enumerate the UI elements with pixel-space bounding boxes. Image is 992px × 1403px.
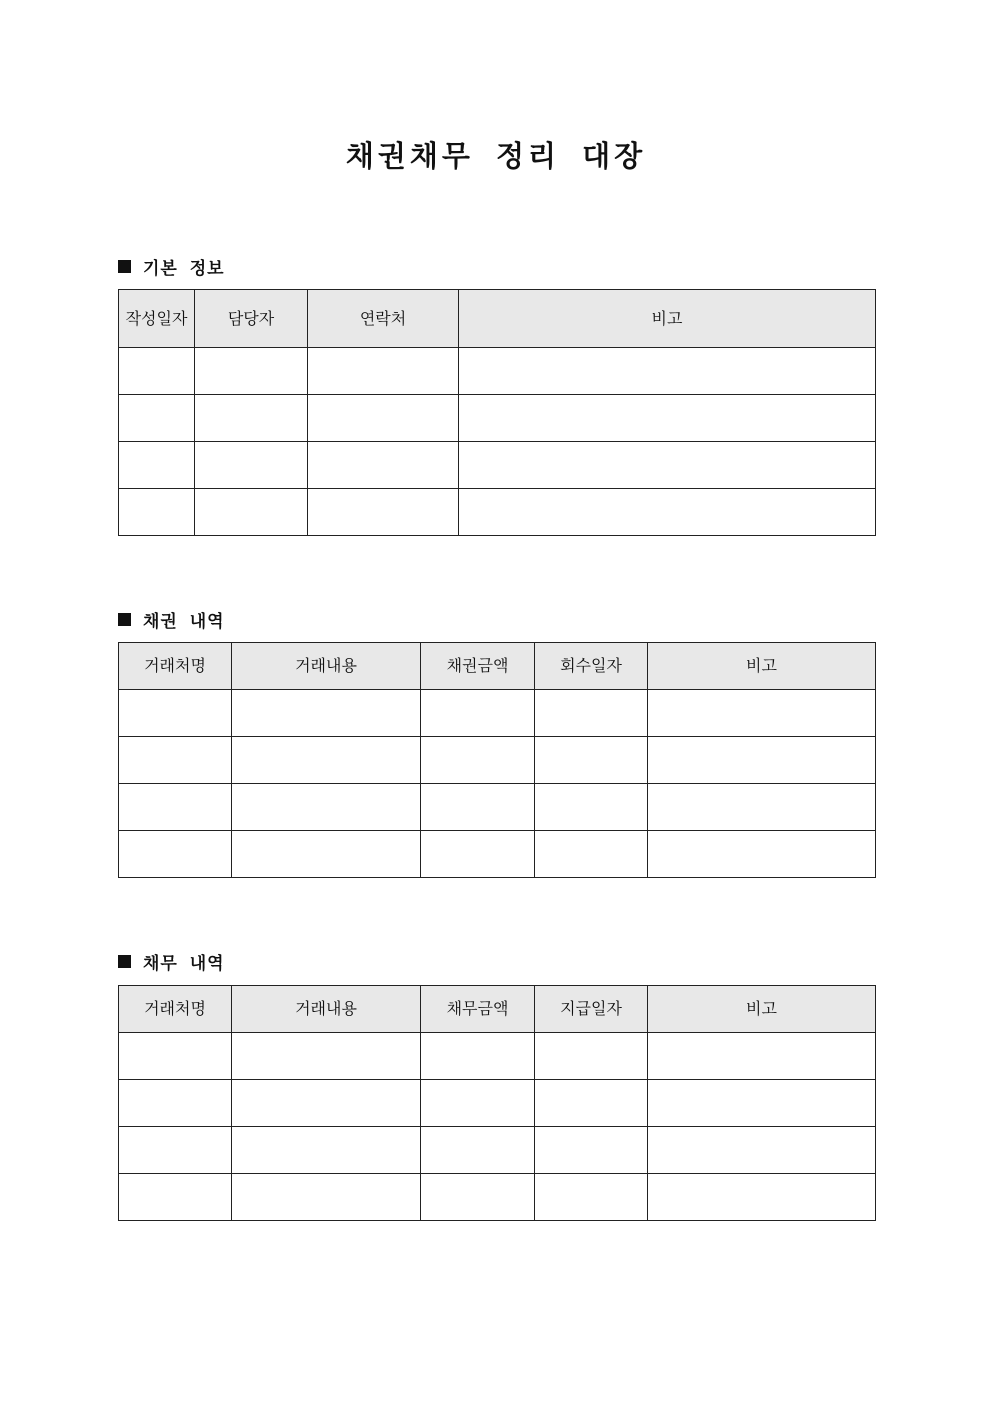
table-header-row — [119, 986, 876, 1033]
table-cell[interactable] — [232, 1033, 421, 1080]
payables-heading — [118, 949, 225, 974]
table-cell[interactable] — [195, 442, 308, 489]
column-header-description: 거래내용 — [232, 643, 421, 690]
column-header-contact: 연락처 — [308, 290, 459, 348]
table-cell[interactable] — [119, 348, 195, 395]
table-header-row — [119, 643, 876, 690]
table-cell[interactable] — [308, 395, 459, 442]
table-cell[interactable] — [459, 442, 876, 489]
square-bullet-icon — [118, 955, 131, 968]
column-header-notes: 비고 — [648, 643, 876, 690]
table-cell[interactable] — [535, 1174, 648, 1221]
table-cell[interactable] — [459, 395, 876, 442]
table-cell[interactable] — [648, 831, 876, 878]
table-cell[interactable] — [535, 737, 648, 784]
column-header-notes: 비고 — [459, 290, 876, 348]
table-cell[interactable] — [119, 784, 232, 831]
table-cell[interactable] — [535, 784, 648, 831]
table-cell[interactable] — [421, 831, 535, 878]
column-header-description: 거래내용 — [232, 986, 421, 1033]
table-row — [119, 1080, 876, 1127]
table-cell[interactable] — [119, 831, 232, 878]
page-title: 채권채무 정리 대장 — [345, 139, 647, 173]
table-cell[interactable] — [195, 348, 308, 395]
table-cell[interactable] — [648, 1127, 876, 1174]
square-bullet-icon — [118, 613, 131, 626]
table-cell[interactable] — [119, 1127, 232, 1174]
table-row — [119, 784, 876, 831]
table-cell[interactable] — [535, 1080, 648, 1127]
table-cell[interactable] — [119, 1080, 232, 1127]
table-cell[interactable] — [421, 1080, 535, 1127]
table-cell[interactable] — [232, 1174, 421, 1221]
table-cell[interactable] — [119, 395, 195, 442]
table-row — [119, 489, 876, 536]
table-row — [119, 1127, 876, 1174]
table-cell[interactable] — [232, 784, 421, 831]
table-row — [119, 442, 876, 489]
table-row — [119, 1033, 876, 1080]
table-cell[interactable] — [119, 1174, 232, 1221]
receivables-table — [118, 642, 876, 878]
table-cell[interactable] — [535, 1033, 648, 1080]
table-cell[interactable] — [648, 1174, 876, 1221]
receivables-heading — [118, 607, 225, 632]
table-cell[interactable] — [421, 1033, 535, 1080]
receivables-heading-label: 채권 내역 — [143, 612, 225, 632]
table-cell[interactable] — [648, 784, 876, 831]
table-cell[interactable] — [648, 1080, 876, 1127]
table-cell[interactable] — [119, 737, 232, 784]
table-cell[interactable] — [308, 348, 459, 395]
payables-table — [118, 985, 876, 1221]
table-cell[interactable] — [459, 489, 876, 536]
table-cell[interactable] — [308, 489, 459, 536]
table-cell[interactable] — [232, 831, 421, 878]
table-cell[interactable] — [535, 831, 648, 878]
basic-info-table — [118, 289, 876, 536]
column-header-client: 거래처명 — [119, 643, 232, 690]
table-row — [119, 348, 876, 395]
basic-info-heading-label: 기본 정보 — [143, 259, 225, 279]
column-header-amount: 채무금액 — [421, 986, 535, 1033]
table-cell[interactable] — [119, 690, 232, 737]
column-header-payment-date: 지급일자 — [535, 986, 648, 1033]
table-cell[interactable] — [195, 489, 308, 536]
table-cell[interactable] — [648, 1033, 876, 1080]
square-bullet-icon — [118, 260, 131, 273]
table-cell[interactable] — [232, 1080, 421, 1127]
table-row — [119, 831, 876, 878]
table-cell[interactable] — [308, 442, 459, 489]
table-cell[interactable] — [648, 737, 876, 784]
column-header-notes: 비고 — [648, 986, 876, 1033]
table-cell[interactable] — [195, 395, 308, 442]
table-cell[interactable] — [119, 442, 195, 489]
table-cell[interactable] — [421, 737, 535, 784]
column-header-date: 작성일자 — [119, 290, 195, 348]
payables-heading-label: 채무 내역 — [143, 954, 225, 974]
table-cell[interactable] — [421, 784, 535, 831]
table-cell[interactable] — [421, 1127, 535, 1174]
table-cell[interactable] — [535, 1127, 648, 1174]
table-cell[interactable] — [535, 690, 648, 737]
basic-info-heading — [118, 254, 225, 279]
table-cell[interactable] — [119, 489, 195, 536]
table-cell[interactable] — [421, 1174, 535, 1221]
table-cell[interactable] — [232, 737, 421, 784]
table-row — [119, 1174, 876, 1221]
column-header-client: 거래처명 — [119, 986, 232, 1033]
column-header-collection-date: 회수일자 — [535, 643, 648, 690]
table-row — [119, 690, 876, 737]
table-cell[interactable] — [459, 348, 876, 395]
table-cell[interactable] — [119, 1033, 232, 1080]
column-header-manager: 담당자 — [195, 290, 308, 348]
table-cell[interactable] — [421, 690, 535, 737]
table-cell[interactable] — [232, 1127, 421, 1174]
table-header-row — [119, 290, 876, 348]
column-header-amount: 채권금액 — [421, 643, 535, 690]
table-row — [119, 737, 876, 784]
table-row — [119, 395, 876, 442]
table-cell[interactable] — [232, 690, 421, 737]
table-cell[interactable] — [648, 690, 876, 737]
